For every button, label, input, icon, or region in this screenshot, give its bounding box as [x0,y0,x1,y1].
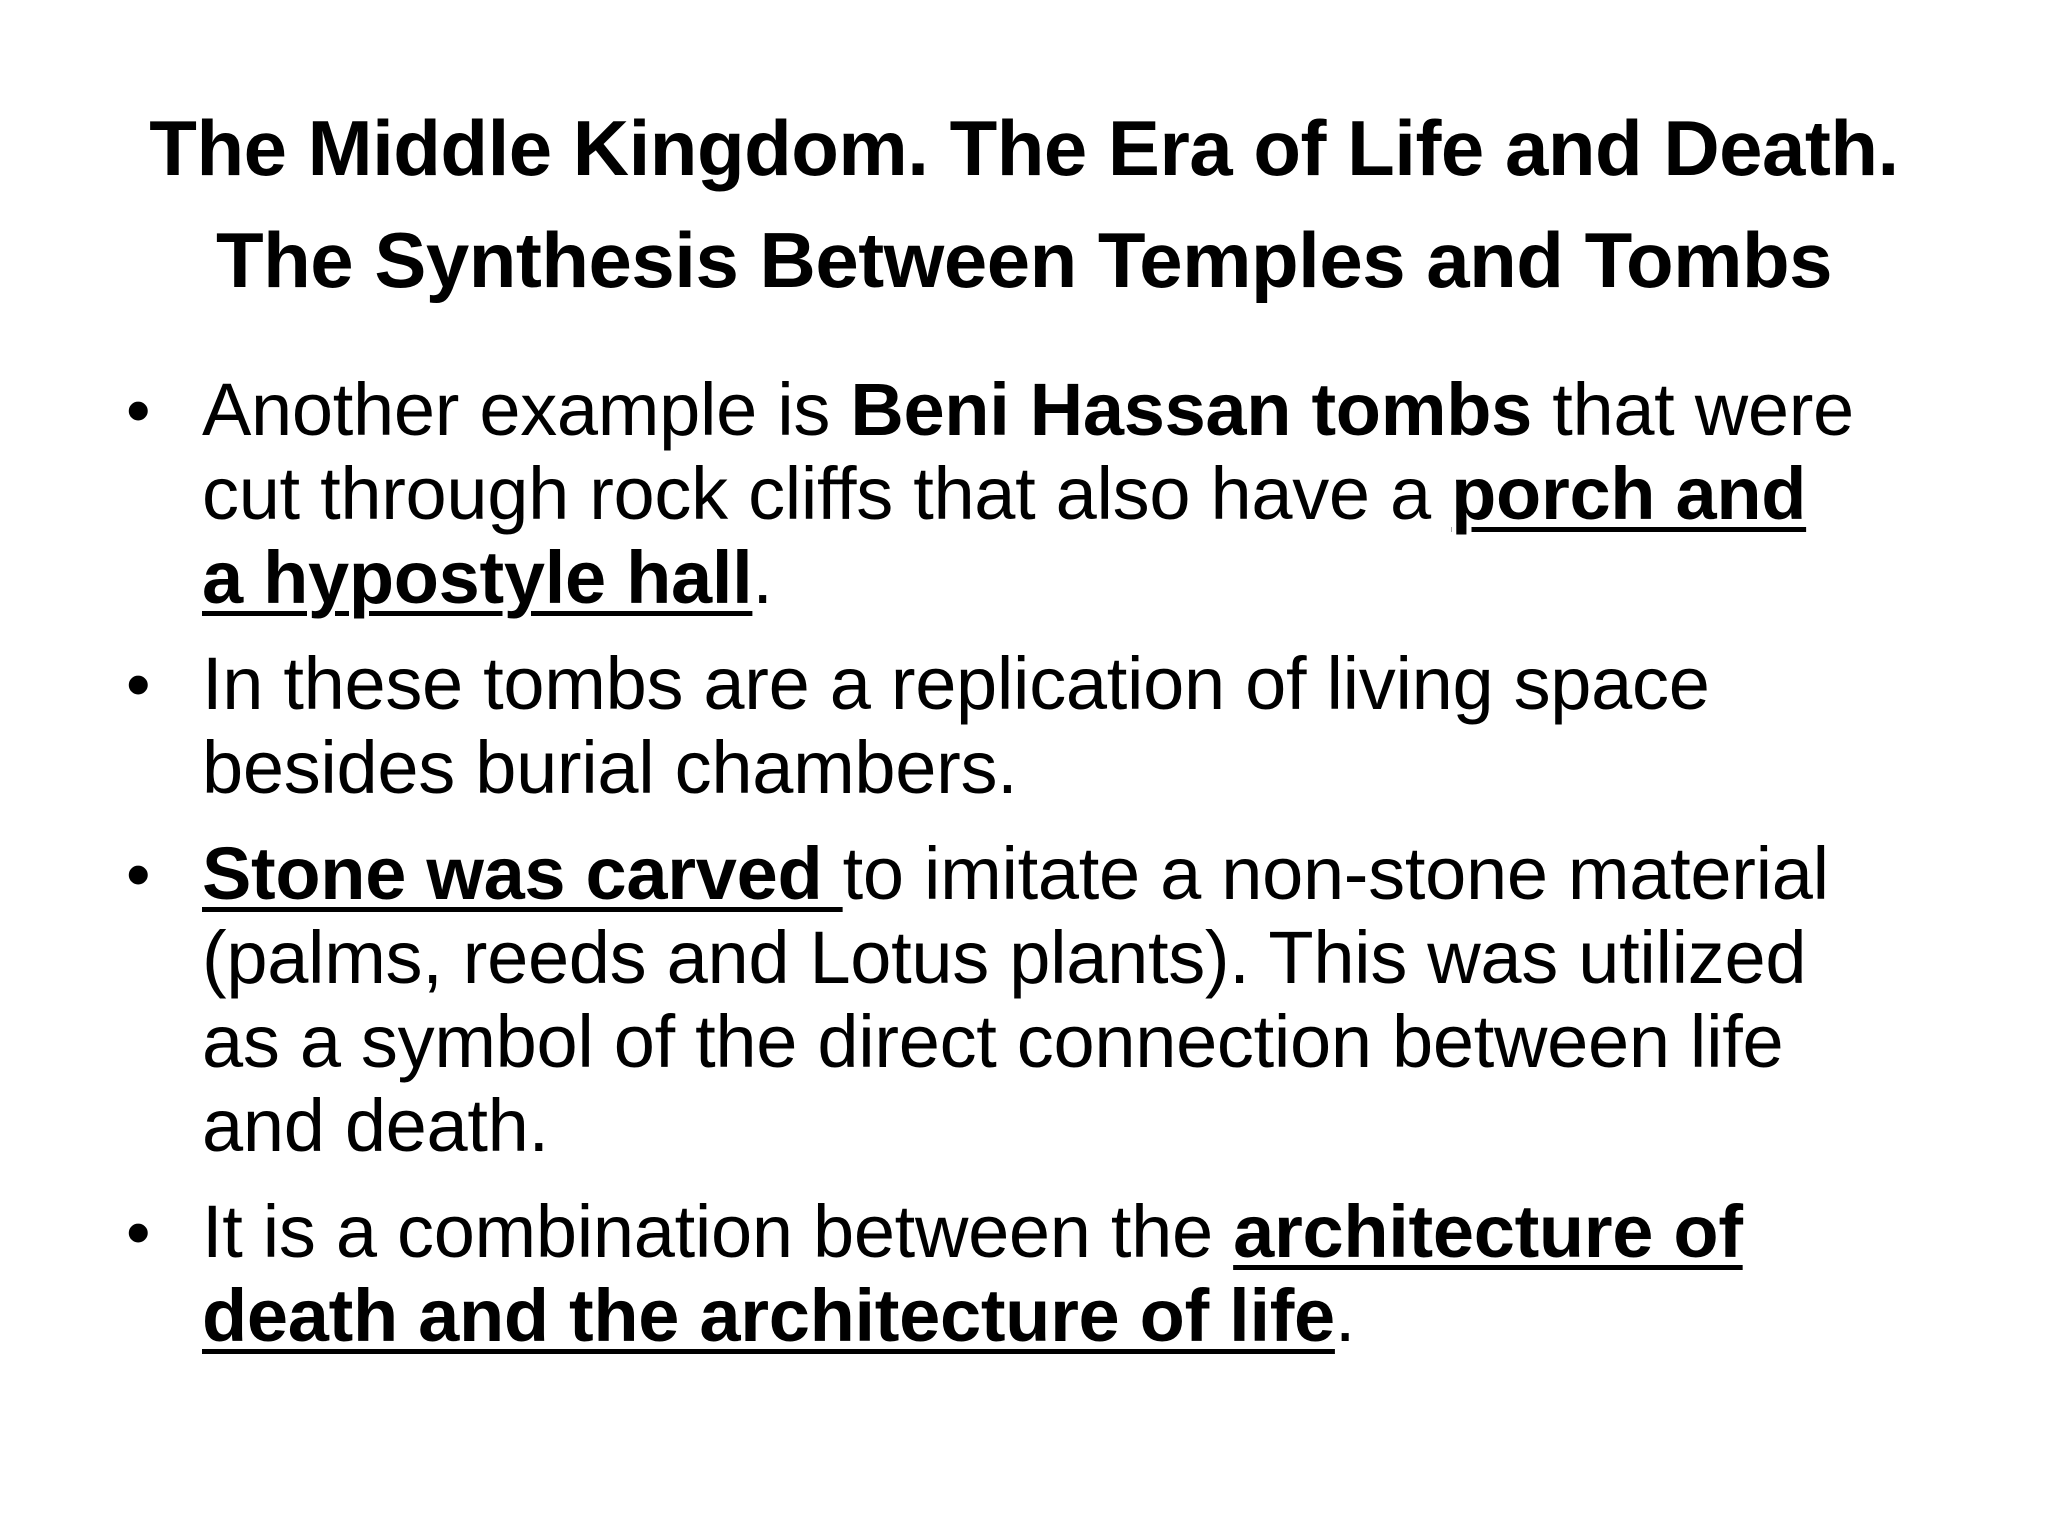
bullet-1-emphasis: a hypostyle hall [202,536,753,619]
bullet-1-line-2 [202,452,1950,536]
bullet-item-2 [120,642,1950,810]
bullet-item-1 [120,368,1950,620]
title-line-2: The Synthesis Between Temples and Tombs [216,216,1832,304]
bullet-3-line-1 [202,832,1950,916]
bullet-1-text: that were [1531,368,1854,451]
bullet-1-emphasis: porch and [1451,452,1807,535]
bullet-1-text: cut through rock cliffs that also have a [202,452,1452,535]
bullet-1-line-3 [202,536,1950,620]
bullet-4-text: It is a combination between the [202,1190,1234,1273]
bullet-3-line-4: and death. [202,1084,549,1167]
bullet-3-emphasis: Stone was carved [202,832,843,915]
bullet-1-text: Another example is [202,368,851,451]
bullet-item-3 [120,832,1950,1168]
bullet-4-line-2 [202,1274,1950,1358]
bullet-1-line-1 [202,368,1950,452]
bullet-1-text: . [752,536,773,619]
bullet-item-4 [120,1190,1950,1358]
bullet-3-line-3: as a symbol of the direct connection between life [202,1000,1784,1083]
bullet-3-line-2: (palms, reeds and Lotus plants). This was utilized [202,916,1807,999]
bullet-4-emphasis: death and the architecture of life [202,1274,1335,1357]
bullet-3-text: to imitate a non-stone material [842,832,1829,915]
bullet-2-line-2: besides burial chambers. [202,726,1018,809]
slide-title [100,92,1948,316]
bullet-4-line-1 [202,1190,1950,1274]
bullet-2-line-1: • In these tombs are a replication of living space [202,642,1710,725]
bullet-1-bold-term: Beni Hassan tombs [850,368,1532,451]
title-line-1: The Middle Kingdom. The Era of Life and Death. [149,104,1899,192]
bullet-list [120,368,1950,1380]
bullet-4-text: . [1334,1274,1356,1357]
bullet-4-emphasis: architecture of [1233,1190,1743,1273]
